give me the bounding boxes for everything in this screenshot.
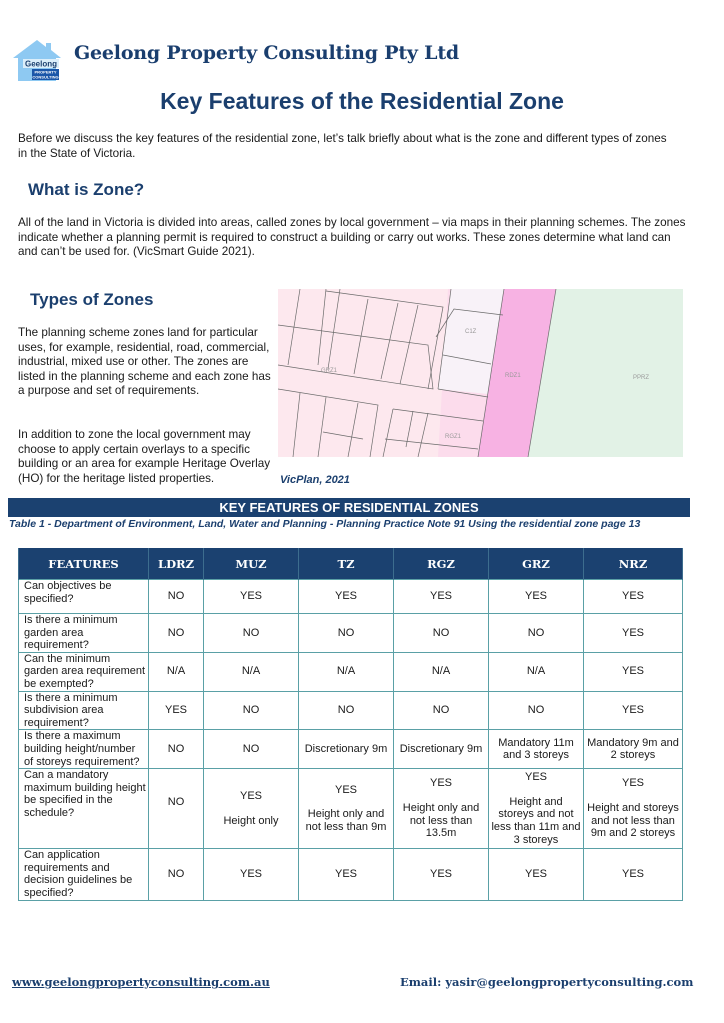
page-title: Key Features of the Residential Zone [160,88,564,114]
value-cell: Mandatory 9m and 2 storeys [584,730,683,769]
types-of-zones-paragraph-2: In addition to zone the local government may choose to apply certain overlays to a specific building or an area for example Heritage Overlay (HO) for the heritage listed properties. [18,428,271,485]
table-header-row [19,548,683,580]
map-label-pprz: PPRZ [633,375,650,381]
map-label-rgz: RGZ1 [445,434,462,440]
table-row [19,652,683,691]
value-cell: Mandatory 11m and 3 storeys [489,730,584,769]
table-banner: KEY FEATURES OF RESIDENTIAL ZONES [8,498,690,517]
value-cell: NO [149,730,204,769]
column-header-muz: MUZ [204,548,299,580]
value-cell: YES [149,691,204,730]
value-cell: NO [394,614,489,653]
value-cell: YES Height and storeys and not less than 11m and 3 storeys [489,769,584,849]
feature-cell: Can the minimum garden area requirement be exempted? [19,652,149,691]
value-cell: YES [584,849,683,900]
value-cell: YES [299,580,394,614]
value-cell: YES [584,691,683,730]
value-cell: NO [299,691,394,730]
value-cell: YES [204,580,299,614]
table-row [19,769,683,849]
features-table [18,548,683,901]
value-cell: YES [584,614,683,653]
column-header-ldrz: LDRZ [149,548,204,580]
intro-paragraph: Before we discuss the key features of the residential zone, let’s talk briefly about what is the zone and different types of zones in the State of Victoria. [18,132,667,160]
value-cell: YES [489,580,584,614]
value-cell: NO [149,849,204,900]
footer-email[interactable]: Email: yasir@geelongpropertyconsulting.com [400,975,694,989]
value-cell: N/A [149,652,204,691]
map-label-grz: GRZ1 [321,368,338,374]
table-row [19,614,683,653]
value-cell: YES [299,849,394,900]
value-cell: NO [489,614,584,653]
table-row [19,849,683,900]
feature-cell: Can application requirements and decision guidelines be specified? [19,849,149,900]
value-cell: N/A [204,652,299,691]
column-header-features: FEATURES [19,548,149,580]
column-header-tz: TZ [299,548,394,580]
table-row [19,691,683,730]
value-cell: NO [149,614,204,653]
value-cell: NO [299,614,394,653]
feature-cell: Can a mandatory maximum building height be specified in the schedule? [19,769,149,849]
value-cell: NO [149,580,204,614]
column-header-grz: GRZ [489,548,584,580]
what-is-zone-heading: What is Zone? [28,180,145,199]
column-header-rgz: RGZ [394,548,489,580]
value-cell: YES [584,652,683,691]
column-header-nrz: NRZ [584,548,683,580]
value-cell: NO [204,691,299,730]
value-cell: YES [204,849,299,900]
value-cell: Discretionary 9m [394,730,489,769]
value-cell: YES [394,849,489,900]
value-cell: YES [489,849,584,900]
types-of-zones-heading: Types of Zones [30,290,154,309]
table-row [19,580,683,614]
value-cell: NO [204,730,299,769]
map-label-c1z: C1Z [465,329,477,335]
website-link[interactable]: www.geelongpropertyconsulting.com.au [12,975,270,989]
feature-cell: Can objectives be specified? [19,580,149,614]
table-row [19,730,683,769]
value-cell: N/A [394,652,489,691]
value-cell: YES [584,580,683,614]
value-cell: Discretionary 9m [299,730,394,769]
svg-text:PROPERTY: PROPERTY [34,69,57,75]
value-cell: NO [149,769,204,849]
value-cell: YES Height and storeys and not less than 9m and 2 storeys [584,769,683,849]
svg-text:CONSULTING: CONSULTING [32,74,59,80]
feature-cell: Is there a minimum garden area requirement? [19,614,149,653]
value-cell: YES Height only [204,769,299,849]
value-cell: YES Height only and not less than 13.5m [394,769,489,849]
value-cell: N/A [489,652,584,691]
value-cell: YES Height only and not less than 9m [299,769,394,849]
value-cell: NO [204,614,299,653]
value-cell: NO [394,691,489,730]
types-of-zones-paragraph-1: The planning scheme zones land for particular uses, for example, residential, road, commercial, industrial, mixed use or other. The zones are listed in the planning scheme and each zone has a purpose and set of requirements. [18,326,271,398]
what-is-zone-text: All of the land in Victoria is divided into areas, called zones by local government – via maps in their planning schemes. The zones indicate whether a planning permit is required to construct a building or carry out works. These zones determine what land can and can’t be used for. (VicSmart Guide 2021). [18,216,686,259]
feature-cell: Is there a maximum building height/number of storeys requirement? [19,730,149,769]
zoning-map [278,289,683,457]
map-caption: VicPlan, 2021 [280,474,350,486]
map-label-rdz: RDZ1 [505,373,521,379]
company-name: Geelong Property Consulting Pty Ltd [74,42,459,64]
table-caption: Table 1 - Department of Environment, Land, Water and Planning - Planning Practice Note 91 Using the residential zone page 13 [9,518,641,530]
house-logo-icon [11,38,63,82]
value-cell: YES [394,580,489,614]
value-cell: N/A [299,652,394,691]
feature-cell: Is there a minimum subdivision area requirement? [19,691,149,730]
value-cell: NO [489,691,584,730]
svg-text:Geelong: Geelong [25,59,58,69]
